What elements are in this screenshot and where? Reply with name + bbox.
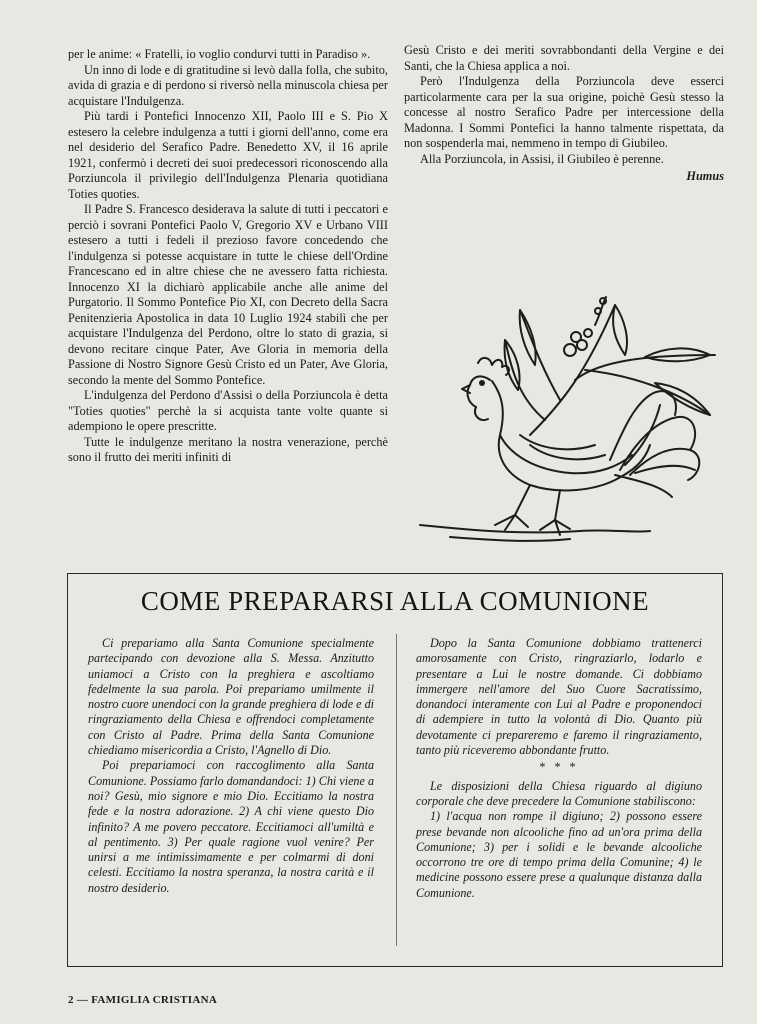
communion-box [67, 573, 723, 967]
rooster-illustration [410, 285, 730, 555]
box-paragraph: Poi prepariamoci con raccoglimento alla Santa Comunione. Possiamo farlo domandandoci: 1) Chi viene a noi? Gesù, mio signore e mio Dio. Eccitiamo la nostra fede e la nostra adorazione. 2) A chi viene questo Dio infinito? A me povero peccatore. Eccitiamoci all'umiltà e al pentimento. 3) Per quale ragione vuol venire? Per unirsi a me intimissimamente e per colmarmi di doni celesti. Eccitiamo la nostra speranza, la nostra carità e il nostro desiderio. [88, 758, 374, 895]
box-paragraph: Dopo la Santa Comunione dobbiamo trattenerci amorosamente con Cristo, ringraziarlo, lodarlo e presentare a Lui le nostre domande. Ci dobbiamo immergere nell'amore del Suo Cuore Sacratissimo, donandoci interamente con Lui al Padre e proponendoci di adempiere in tutto la volontà di Dio. Quanto più devotamente ci prepareremo e faremo il ringraziamento, tanto più riceveremo abbondante frutto. [416, 636, 702, 758]
article-paragraph: Più tardi i Pontefici Innocenzo XII, Paolo III e S. Pio X estesero la celebre indulgenza a tutti i giorni dell'anno, come era nel desiderio del Serafico Padre. Benedetto XV, il 16 aprile 1921, confermò i decreti dei suoi predecessori riconoscendo alla Porziuncola il privilegio dell'Indulgenza Plenaria quotidiana Toties quoties. [68, 109, 388, 201]
article-paragraph: Alla Porziuncola, in Assisi, il Giubileo è perenne. [420, 151, 664, 166]
box-paragraph: Ci prepariamo alla Santa Comunione specialmente partecipando con devozione alla S. Messa. Anzitutto uniamoci a Cristo con la preghiera e ascoltiamo fedelmente la sua parola. Poi prepariamo umilmente il nostro cuore unendoci con la grande preghiera di lode e di ringraziamento della Chiesa e offrendoci completamente con Cristo al Padre. Prima della Santa Comunione chiediamo misericordia a Cristo, l'Agnello di Dio. [88, 636, 374, 758]
article-paragraph: per le anime: « Fratelli, io voglio condurvi tutti in Paradiso ». [68, 47, 371, 61]
rules-list: 1) l'acqua non rompe il digiuno; 2) possono essere prese bevande non alcooliche fino ad un'ora prima della Comunione; 3) per i solidi e le bevande alcooliche occorrono tre ore di tempo prima della Comunine; 4) le medicine possono essere prese a qualunque distanza dalla Comunione. [416, 809, 702, 900]
article-paragraph: Il Padre S. Francesco desiderava la salute di tutti i peccatori e perciò i sovrani Pontefici Paolo V, Gregorio XV e Urbano VIII estesero a tutti i fedeli il prezioso favore concedendo che l'indulgenza si potesse acquistare in tutte le chiese dell'Ordine Francescano ed in altre chiese che ne avessero fatta richiesta. Innocenzo XI la dichiarò applicabile anche alle anime del Purgatorio. Il Sommo Pontefice Pio XI, con Decreto della Sacra Penitenzieria Apostolica in data 10 Luglio 1924 stabilì che per acquistare l'Indulgenza del Perdono, oltre lo stato di grazia, si devono recitare cinque Pater, Ave Gloria in memoria della Passione di Nostro Signore Gesù Cristo ed un Pater, Ave Gloria, secondo la mente del Sommo Pontefice. [68, 202, 388, 387]
article-paragraph: Un inno di lode e di gratitudine si levò dalla folla, che subito, avida di grazia e di perdono si riversò nella minuscola chiesa per acquistare l'Indulgenza. [68, 62, 388, 108]
rules-intro: Le disposizioni della Chiesa riguardo al digiuno corporale che deve precedere la Comunione stabiliscono: [416, 778, 702, 808]
separator-stars: * * * [539, 760, 579, 775]
box-left-column [88, 636, 374, 896]
column-divider [396, 634, 397, 946]
page-footer: 2 — FAMIGLIA CRISTIANA [68, 994, 218, 1006]
article-left-column [68, 47, 388, 466]
article-paragraph: Tutte le indulgenze meritano la nostra venerazione, perchè sono il frutto dei meriti infiniti di [68, 434, 388, 464]
article-paragraph: L'indulgenza del Perdono d'Assisi o della Porziuncola è detta "Toties quoties" perchè la si acquista tante volte quante si adempiono le opere prescritte. [68, 388, 388, 433]
box-title: COME PREPARARSI ALLA COMUNIONE [140, 586, 650, 616]
box-right-column [416, 636, 702, 901]
article-paragraph: Gesù Cristo e dei meriti sovrabbondanti della Vergine e dei Santi, che la Chiesa applica a noi. [404, 43, 724, 73]
article-paragraph: Però l'Indulgenza della Porziuncola deve esserci particolarmente cara per la sua origine, poichè Gesù stesso la concesse al nostro Serafico Padre per intercessione della Madonna. I Sommi Pontefici la hanno talmente rispettata, da non sospenderla mai, nemmeno in tempo di Giubileo. [404, 74, 724, 150]
article-signature: Humus [686, 169, 724, 183]
article-right-column [404, 43, 724, 185]
